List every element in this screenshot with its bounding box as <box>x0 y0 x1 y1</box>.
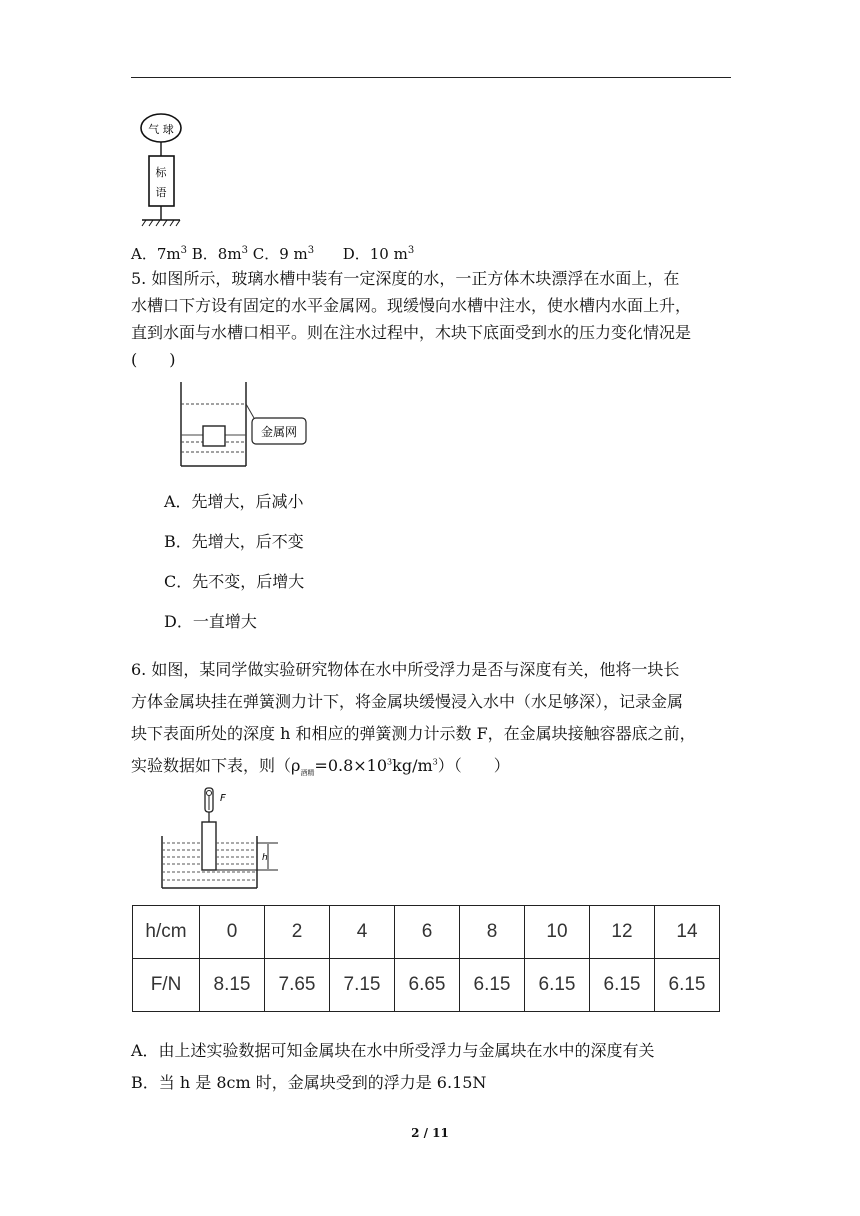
q6-line-3: 块下表面所处的深度 h 和相应的弹簧测力计示数 F，在金属块接触容器底之前， <box>131 724 696 743</box>
table-row-label: h/cm <box>133 906 200 959</box>
balloon-label: 气 球 <box>148 123 174 136</box>
page-number: 2 / 11 <box>411 1126 449 1140</box>
q5-option-b: B．先增大，后不变 <box>164 532 304 551</box>
q6-line-2: 方体金属块挂在弹簧测力计下，将金属块缓慢浸入水中（水足够深），记录金属 <box>131 692 684 711</box>
table-cell: 2 <box>265 906 330 959</box>
table-cell: 6.15 <box>460 959 525 1012</box>
table-row-f <box>133 959 720 1012</box>
q5-line-2: 水槽口下方设有固定的水平金属网。现缓慢向水槽中注水，使水槽内水面上升， <box>131 296 692 315</box>
table-cell: 0 <box>200 906 265 959</box>
q6-option-a: A．由上述实验数据可知金属块在水中所受浮力与金属块在水中的深度有关 <box>131 1041 655 1060</box>
spring-scale-figure <box>160 786 280 890</box>
q4-option-c: C．9 m <box>252 245 308 263</box>
q6-line-1: 6. 如图，某同学做实验研究物体在水中所受浮力是否与深度有关，他将一块长 <box>131 660 680 679</box>
table-cell: 7.65 <box>265 959 330 1012</box>
q5-line-4: ( ) <box>131 350 176 369</box>
table-cell: 12 <box>590 906 655 959</box>
table-cell: 6.15 <box>525 959 590 1012</box>
header-rule <box>131 77 731 78</box>
q5-option-d: D．一直增大 <box>164 612 257 631</box>
q4-options: A．$7m^3$ B．$8m^3$ C．9 $m^3$ D．10 $m^3$ <box>131 245 415 263</box>
table-cell: 6 <box>395 906 460 959</box>
balloon-banner-figure <box>138 110 184 230</box>
table-row-h <box>133 906 720 959</box>
q4-option-b: B．8m <box>191 245 242 263</box>
water-tank-figure <box>176 380 316 470</box>
q5-line-3: 直到水面与水槽口相平。则在注水过程中，木块下底面受到水的压力变化情况是 <box>131 323 692 342</box>
table-cell: 14 <box>655 906 720 959</box>
q4-option-a: A．7m <box>131 245 181 263</box>
table-cell: 8.15 <box>200 959 265 1012</box>
table-cell: 6.15 <box>590 959 655 1012</box>
q6-option-b: B．当 h 是 8cm 时，金属块受到的浮力是 6.15N <box>131 1073 487 1092</box>
banner-char-2: 语 <box>155 186 167 199</box>
banner-char-1: 标 <box>155 166 167 179</box>
q5-option-c: C．先不变，后增大 <box>164 572 305 591</box>
force-label: F <box>220 793 226 804</box>
q5-line-1: 5. 如图所示，玻璃水槽中装有一定深度的水，一正方体木块漂浮在水面上，在 <box>131 269 680 288</box>
depth-label: h <box>262 853 268 863</box>
table-cell: 7.15 <box>330 959 395 1012</box>
q4-option-d: D．10 m <box>342 245 408 263</box>
table-cell: 4 <box>330 906 395 959</box>
table-row-label: F/N <box>133 959 200 1012</box>
table-cell: 8 <box>460 906 525 959</box>
q6-line-4: 实验数据如下表，则$(\rho_{酒精}=0.8\times 10^3kg/m^3)$（ ） <box>131 756 510 778</box>
table-cell: 6.15 <box>655 959 720 1012</box>
metal-mesh-label: 金属网 <box>260 425 298 439</box>
data-table <box>132 905 720 1012</box>
table-cell: 10 <box>525 906 590 959</box>
table-cell: 6.65 <box>395 959 460 1012</box>
q5-option-a: A．先增大，后减小 <box>164 492 304 511</box>
